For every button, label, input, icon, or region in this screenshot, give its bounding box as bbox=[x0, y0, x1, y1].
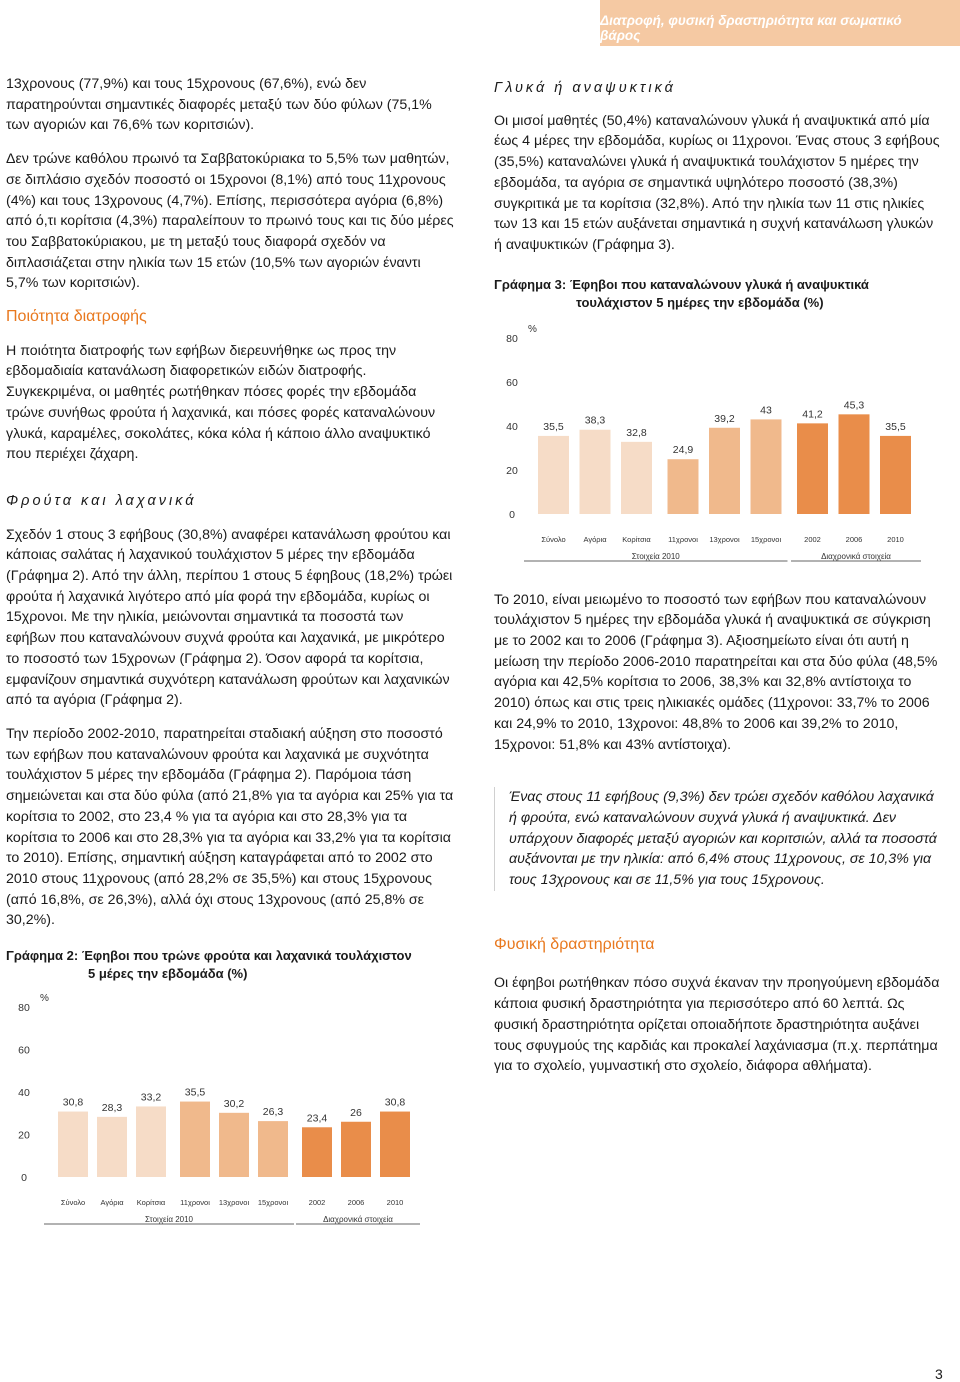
data-label: 30,8 bbox=[62, 1096, 84, 1109]
subsection-heading-fruits: Φρούτα και λαχανικά bbox=[6, 492, 197, 509]
y-tick-label: 0 bbox=[509, 508, 515, 521]
y-tick-label: 0 bbox=[21, 1172, 27, 1185]
y-tick-label: 40 bbox=[18, 1087, 30, 1100]
category-label: 15χρονοι bbox=[257, 1198, 289, 1208]
running-header: Διατροφή, φυσική δραστηριότητα και σωματικό βάρος bbox=[600, 13, 902, 43]
category-label: Αγόρια bbox=[583, 534, 607, 544]
bar bbox=[258, 1121, 288, 1177]
paragraph: Την περίοδο 2002-2010, παρατηρείται σταδιακή αύξηση στο ποσοστό των εφήβων που καταναλώνουν φρούτα και λαχανικά με συχνότητα τουλάχιστον 5 μέρες την εβδομάδα (Γράφημα 2). Παρόμοια τάση σημειώνεται και στα δύο φύλα (από 21,8% για τα αγόρια και 25% για τα κορίτσια το 2002, στο 23,4 % για τα αγόρια και στο 28,3% για τα κορίτσια το 2006 και στο 28,3% για τα αγόρια και 33,2% για τα κορίτσια το 2010). Επίσης, σημαντική αύξηση καταγράφεται από το 2002 στο 2010 στους 11χρονους (από 28,2% σε 35,5%) και στους 15χρονους (από 16,8%, σε 26,3%), αλλά όχι στους 13χρονους (από 25,8% σε 30,2%). bbox=[6, 725, 454, 929]
category-label: 2002 bbox=[804, 534, 821, 544]
y-tick-label: 80 bbox=[18, 1002, 30, 1015]
category-label: 15χρονοι bbox=[750, 534, 782, 544]
group-label-trend: Διαχρονικά στοιχεία bbox=[821, 551, 891, 561]
category-label: 11χρονοι bbox=[180, 1198, 210, 1208]
category-label: 13χρονοι bbox=[218, 1198, 250, 1208]
paragraph: Σχεδόν 1 στους 3 εφήβους (30,8%) αναφέρει κατανάλωση φρούτου και κάποιας σαλάτας ή λαχανικού τουλάχιστον 5 μέρες την εβδομάδα (Γράφημα 2). Από την άλλη, περίπου 1 στους 5 έφηβους (18,2%) τρώει φρούτα ή λαχανικά λιγότερο από μία φορά την εβδομάδα, κυρίως οι 15χρονοι. Με την ηλικία, μειώνονται σημαντικά τα ποσοστά των εφήβων που καταναλώνουν συχνά φρούτα και λαχανικά, με μικρότερο το ποσοστό των 15χρονων (Γράφημα 2). Όσον αφορά τα κορίτσια, εμφανίζουν σημαντικά συχνότερη κατανάλωση φρούτων και λαχανικών από τα αγόρια (Γράφημα 2). bbox=[6, 526, 453, 709]
category-label: 2006 bbox=[845, 534, 863, 544]
bar bbox=[97, 1117, 127, 1177]
paragraph: Οι έφηβοι ρωτήθηκαν πόσο συχνά έκαναν την προηγούμενη εβδομάδα κάποια φυσική δραστηριότητα για περισσότερο από 60 λεπτά. Ως φυσική δραστηριότητα ορίζεται οποιαδήποτε δραστηριότητα αυξάνει τους σφυγμούς της καρδιάς και προκαλεί λαχάνιασμα (π.χ. περπάτημα για το σχολείο, γυμναστική στο σχολείο, διάφορα αθλήματα). bbox=[494, 975, 940, 1075]
data-label: 35,5 bbox=[184, 1086, 206, 1099]
data-label: 32,8 bbox=[626, 426, 647, 439]
bar bbox=[180, 1102, 210, 1177]
bar bbox=[880, 436, 911, 514]
y-tick-label: 60 bbox=[18, 1044, 30, 1057]
left-column bbox=[6, 74, 454, 1227]
figure-label: Γράφημα 2: bbox=[6, 948, 79, 964]
paragraph: 13χρονους (77,9%) και τους 15χρονους (67,6%), ενώ δεν παρατηρούνται σημαντικές διαφορές μεταξύ των δύο φύλων (75,1% των αγοριών και 76,6% των κοριτσιών). bbox=[6, 76, 432, 134]
data-label: 45,3 bbox=[843, 398, 865, 411]
paragraph: Η ποιότητα διατροφής των εφήβων διερευνήθηκε ως προς την εβδομαδιαία κατανάλωση διαφορετικών ειδών διατροφής. Συγκεκριμένα, οι μαθητές ρωτήθηκαν πόσες φορές την εβδομάδα τρώνε συνήθως φρούτα ή λαχανικά, και πόσες φορές καταναλώνουν γλυκά, καραμέλες, σοκολάτες, κόκα κόλα ή κάποιο άλλο αναψυκτικό που περιέχει ζάχαρη. bbox=[6, 342, 436, 463]
figure-caption bbox=[494, 276, 944, 312]
bar bbox=[58, 1112, 88, 1177]
category-label: 2006 bbox=[347, 1198, 365, 1208]
data-label: 35,5 bbox=[543, 420, 564, 433]
bar bbox=[839, 414, 870, 514]
paragraph: Οι μισοί μαθητές (50,4%) καταναλώνουν γλυκά ή αναψυκτικά από μία έως 4 μέρες την εβδομάδα, κυρίως οι 11χρονοι. Ένας στους 3 εφήβους (35,5%) καταναλώνει γλυκά ή αναψυκτικά τουλάχιστον 5 ημέρες την εβδομάδα, τα αγόρια σε σημαντικά υψηλότερο ποσοστό (38,3%) συγκριτικά με τα κορίτσια (32,8%). Από την ηλικία των 11 στις ηλικίες των 13 και 15 ετών αυξάνεται σημαντικά η συχνή κατανάλωση γλυκών ή αναψυκτικών (Γράφημα 3). bbox=[494, 112, 940, 253]
y-tick-label: 20 bbox=[506, 464, 518, 477]
bar bbox=[580, 429, 611, 513]
data-label: 30,8 bbox=[384, 1096, 406, 1109]
bar bbox=[219, 1113, 249, 1177]
group-label-2010: Στοιχεία 2010 bbox=[631, 551, 680, 561]
chart-fruits-vegetables bbox=[6, 987, 426, 1227]
highlight-quote: Ένας στους 11 εφήβους (9,3%) δεν τρώει σχεδόν καθόλου λαχανικά ή φρούτα, ενώ καταναλώνουν συχνά γλυκά ή αναψυκτικά. Δεν υπάρχουν διαφορές μεταξύ αγοριών και κοριτσιών, αλλά τα ποσοστά αυξάνονται με την ηλικία: από 6,4% στους 11χρονους, σε 10,3% για τους 13χρονους και σε 11,5% για τους 15χρονους. bbox=[494, 787, 944, 891]
category-label: 2010 bbox=[887, 534, 904, 544]
category-label: Κορίτσια bbox=[136, 1198, 166, 1208]
chart-sweets-soft-drinks bbox=[494, 316, 924, 566]
bar bbox=[136, 1106, 166, 1177]
paragraph: Το 2010, είναι μειωμένο το ποσοστό των εφήβων που καταναλώνουν τουλάχιστον 5 ημέρες την εβδομάδα γλυκά ή αναψυκτικά σε σύγκριση με το 2002 και το 2006 (Γράφημα 3). Αξιοσημείωτο είναι ότι αυτή η μείωση την περίοδο 2006-2010 παρατηρείται και στα δύο φύλα (48,5% αγόρια και 42,5% κορίτσια το 2006, 38,3% και 32,8% αντίστοιχα το 2010) όπως και στις τρεις ηλικιακές ομάδες (11χρονοι: 33,7% το 2006 και 24,9% το 2010, 13χρονοι: 48,8% το 2006 και 39,2% το 2010, 15χρονοι: 51,8% και 43% αντίστοιχα). bbox=[494, 591, 938, 753]
data-label: 35,5 bbox=[885, 420, 906, 433]
y-tick-label: 20 bbox=[18, 1129, 30, 1142]
group-label-trend: Διαχρονικά στοιχεία bbox=[323, 1215, 393, 1225]
y-tick-label: 80 bbox=[506, 332, 518, 345]
category-label: 2010 bbox=[386, 1198, 404, 1208]
bar bbox=[380, 1112, 410, 1177]
data-label: 24,9 bbox=[672, 443, 694, 456]
header-banner bbox=[600, 0, 960, 46]
data-label: 30,2 bbox=[223, 1097, 245, 1110]
subsection-heading-sweets: Γλυκά ή αναψυκτικά bbox=[494, 80, 676, 96]
data-label: 23,4 bbox=[306, 1112, 328, 1125]
bar bbox=[302, 1127, 332, 1177]
figure-title-line1: Έφηβοι που καταναλώνουν γλυκά ή αναψυκτικά bbox=[569, 276, 869, 292]
data-label: 38,3 bbox=[584, 414, 606, 427]
category-label: Αγόρια bbox=[100, 1198, 124, 1208]
y-tick-label: 40 bbox=[506, 420, 518, 433]
category-label: 13χρονοι bbox=[709, 534, 740, 544]
data-label: 41,2 bbox=[802, 407, 823, 420]
data-label: 26,3 bbox=[262, 1106, 284, 1119]
figure-label: Γράφημα 3: bbox=[494, 276, 567, 292]
category-label: 11χρονοι bbox=[668, 534, 698, 544]
data-label: 33,2 bbox=[140, 1091, 162, 1104]
bar bbox=[538, 436, 569, 514]
figure-title-line2: τουλάχιστον 5 ημέρες την εβδομάδα (%) bbox=[576, 294, 824, 310]
y-axis-unit: % bbox=[40, 993, 49, 1005]
y-tick-label: 60 bbox=[506, 376, 518, 389]
data-label: 28,3 bbox=[101, 1101, 123, 1114]
data-label: 26 bbox=[350, 1106, 362, 1119]
data-label: 39,2 bbox=[714, 412, 735, 425]
right-column bbox=[494, 78, 944, 1090]
category-label: 2002 bbox=[308, 1198, 326, 1208]
page-number: 3 bbox=[935, 1366, 943, 1382]
bar bbox=[621, 441, 652, 513]
bar bbox=[709, 427, 740, 513]
bar bbox=[751, 419, 782, 514]
section-heading-diet-quality: Ποιότητα διατροφής bbox=[6, 308, 147, 326]
figure-title-line2: 5 μέρες την εβδομάδα (%) bbox=[88, 966, 248, 982]
bar bbox=[797, 423, 828, 514]
bar bbox=[668, 459, 699, 514]
category-label: Κορίτσια bbox=[622, 534, 651, 544]
category-label: Σύνολο bbox=[541, 534, 566, 544]
y-axis-unit: % bbox=[528, 323, 537, 335]
section-heading-physical-activity: Φυσική δραστηριότητα bbox=[494, 935, 655, 953]
group-label-2010: Στοιχεία 2010 bbox=[144, 1215, 194, 1225]
figure-caption bbox=[6, 947, 454, 983]
figure-title-line1: Έφηβοι που τρώνε φρούτα και λαχανικά τουλάχιστον bbox=[81, 948, 412, 964]
paragraph: Δεν τρώνε καθόλου πρωινό τα Σαββατοκύριακα το 5,5% των μαθητών, σε διπλάσιο σχεδόν ποσοστό οι 15χρονοι (8,1%) από τους 11χρονους (4%) και τους 13χρονους (4,7%). Επίσης, περισσότερα αγόρια (6,8%) από ό,τι κορίτσια (4,3%) παραλείπουν το πρωινό τους και τις δύο μέρες του Σαββατοκύριακου, με τη μεταξύ τους διαφορά σχεδόν να διπλασιάζεται στην ηλικία των 15 ετών (10,5% των αγοριών έναντι 5,7% των κοριτσιών). bbox=[6, 151, 454, 292]
data-label: 43 bbox=[760, 404, 772, 417]
category-label: Σύνολο bbox=[60, 1198, 86, 1208]
bar bbox=[341, 1122, 371, 1177]
